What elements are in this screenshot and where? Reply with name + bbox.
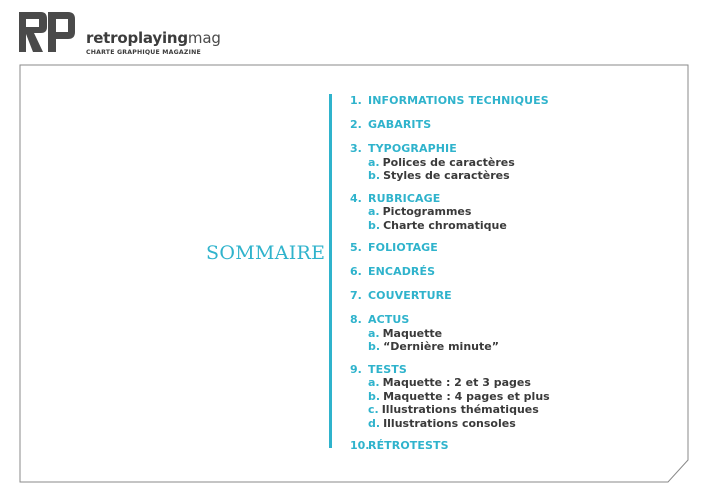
toc-sub-text: Polices de caractères — [382, 155, 515, 169]
toc-entry-number: 3. — [350, 142, 362, 155]
toc-entry-number: 6. — [350, 265, 362, 278]
toc-sub-item — [368, 156, 515, 169]
toc-sub-item — [368, 327, 442, 340]
toc-sub-text: Charte chromatique — [383, 218, 507, 232]
toc-sub-item — [368, 390, 550, 403]
toc-sub-letter: a. — [368, 326, 380, 340]
toc-sub-text: Maquette : 4 pages et plus — [383, 389, 550, 403]
toc-entry-title: RÉTROTESTS — [368, 439, 449, 452]
toc-entry-title: TESTS — [368, 362, 407, 376]
toc-sub-item — [368, 340, 499, 353]
toc-entry-number: 1. — [350, 94, 362, 107]
toc-sub-text: Styles de caractères — [383, 169, 510, 182]
toc-entry-title: ACTUS — [368, 313, 410, 326]
toc-entry-number: 2. — [350, 118, 362, 131]
tagline: CHARTE GRAPHIQUE MAGAZINE — [86, 49, 201, 56]
toc-entry-title: INFORMATIONS TECHNIQUES — [368, 94, 549, 107]
toc-entry-title: TYPOGRAPHIE — [368, 142, 457, 155]
toc-entry-number: 10. — [350, 439, 370, 452]
toc-entry-title: COUVERTURE — [368, 289, 452, 302]
toc-entry-number: 9. — [350, 362, 362, 376]
toc-entry-title: FOLIOTAGE — [368, 241, 438, 254]
toc-sub-item — [368, 403, 539, 416]
toc-sub-item — [368, 169, 510, 182]
toc-sub-item — [368, 417, 516, 430]
toc-entry-number: 5. — [350, 241, 362, 254]
toc-sub-item — [368, 376, 531, 389]
toc-sub-text: Illustrations thématiques — [381, 403, 539, 416]
toc-sub-letter: a. — [368, 376, 380, 389]
brand-name: retroplayingmag — [86, 29, 221, 47]
toc-entry-number: 8. — [350, 313, 362, 326]
page-title: SOMMAIRE — [206, 242, 326, 264]
toc-entry-title: GABARITS — [368, 118, 432, 131]
divider-line — [329, 94, 332, 448]
toc-sub-text: Illustrations consoles — [383, 416, 516, 430]
toc-sub-letter: c. — [368, 403, 379, 416]
toc-sub-letter: a. — [368, 205, 380, 218]
toc-entry-title: ENCADRÉS — [368, 265, 436, 278]
toc-sub-text: Pictogrammes — [382, 205, 472, 218]
toc-sub-item — [368, 219, 507, 232]
toc-sub-letter: b. — [368, 169, 381, 182]
toc-sub-letter: b. — [368, 340, 381, 353]
toc-entry-number: 4. — [350, 191, 362, 205]
toc-sub-text: Maquette — [382, 326, 443, 340]
toc-sub-letter: a. — [368, 155, 380, 169]
toc-sub-text: “Dernière minute” — [383, 340, 499, 353]
toc-sub-text: Maquette : 2 et 3 pages — [382, 376, 531, 389]
toc-sub-letter: b. — [368, 218, 381, 232]
toc-entry-title: RUBRICAGE — [368, 191, 441, 205]
toc-sub-item — [368, 205, 471, 218]
toc-sub-letter: d. — [368, 416, 381, 430]
toc-sub-letter: b. — [368, 389, 381, 403]
toc-entry-number: 7. — [350, 289, 362, 302]
